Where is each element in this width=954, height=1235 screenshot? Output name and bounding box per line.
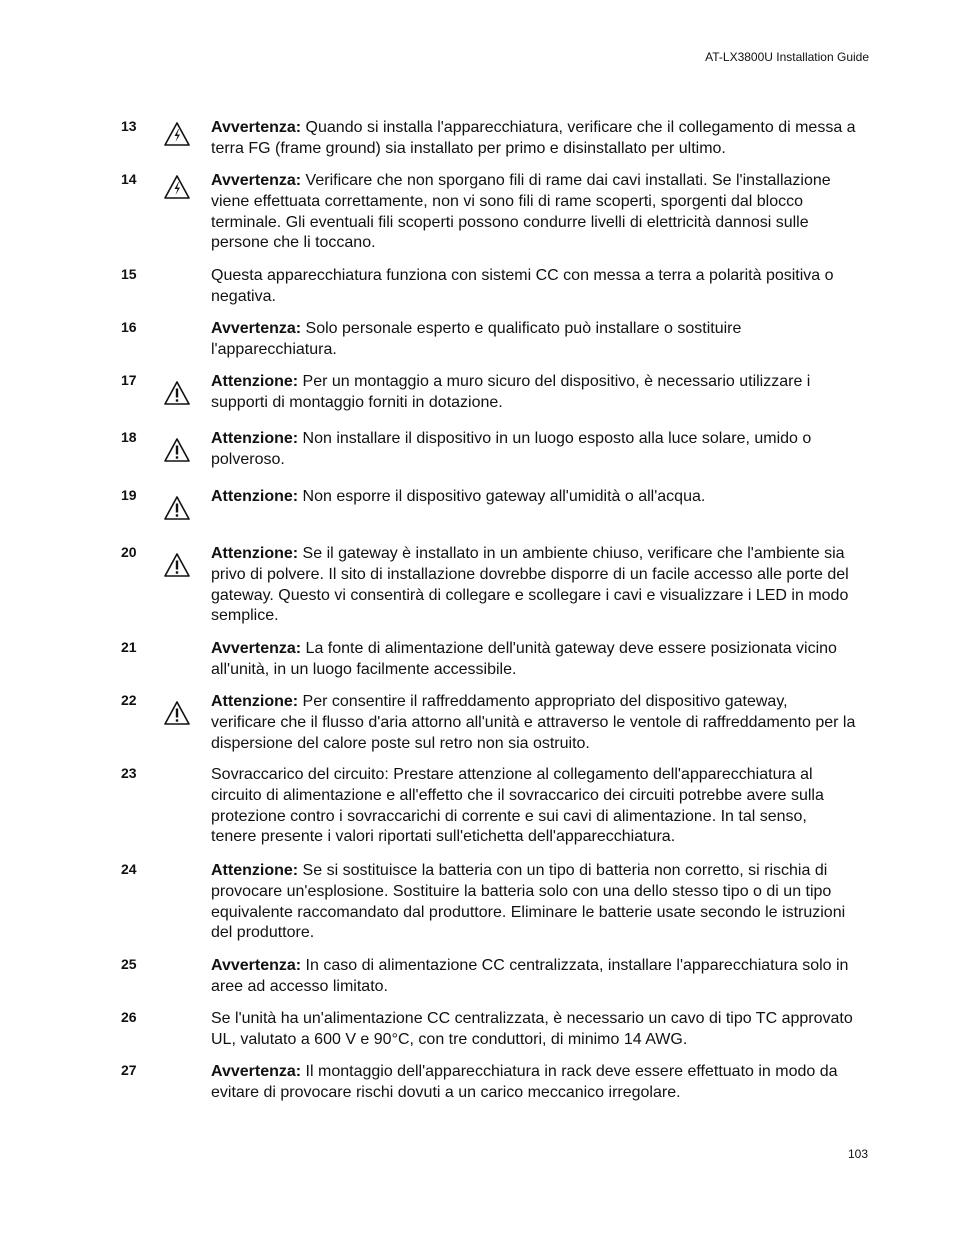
item-body: La fonte di alimentazione dell'unità gateway deve essere posizionata vicino all'unità, in un luogo facilmente accessibile. — [211, 640, 837, 678]
item-number: 21 — [121, 639, 137, 655]
item-label: Avvertenza: — [211, 957, 302, 974]
item-body: Non esporre il dispositivo gateway all'umidità o all'acqua. — [298, 488, 706, 505]
item-text — [211, 956, 856, 998]
item-number: 18 — [121, 429, 137, 445]
item-text — [211, 1009, 856, 1051]
item-number: 14 — [121, 171, 137, 187]
item-number: 19 — [121, 487, 137, 503]
item-text — [211, 429, 856, 471]
item-body: Non installare il dispositivo in un luogo esposto alla luce solare, umido o polveroso. — [211, 430, 812, 468]
electrical-warning-icon — [163, 121, 191, 147]
electrical-warning-icon — [163, 174, 191, 200]
item-label: Avvertenza: — [211, 119, 302, 136]
item-label: Avvertenza: — [211, 172, 302, 189]
item-body: Se il gateway è installato in un ambiente chiuso, verificare che l'ambiente sia privo di polvere. Il sito di installazione dovrebbe disporre di un facile accesso alle porte del gateway. Questo vi consentirà di collegare e scollegare i cavi e visualizzare i LED in modo semplice. — [211, 545, 849, 625]
item-body: Se l'unità ha un'alimentazione CC centralizzata, è necessario un cavo di tipo TC approvato UL, valutato a 600 V e 90°C, con tre conduttori, di minimo 14 AWG. — [211, 1010, 853, 1048]
item-label: Attenzione: — [211, 488, 299, 505]
item-label: Attenzione: — [211, 373, 299, 390]
item-body: Questa apparecchiatura funziona con sistemi CC con messa a terra a polarità positiva o negativa. — [211, 267, 834, 305]
item-text — [211, 692, 856, 754]
caution-icon — [163, 552, 191, 578]
item-body: Quando si installa l'apparecchiatura, verificare che il collegamento di messa a terra FG (frame ground) sia installato per primo e disinstallato per ultimo. — [211, 119, 856, 157]
caution-icon — [163, 380, 191, 406]
item-text — [211, 319, 856, 361]
item-number: 15 — [121, 266, 137, 282]
item-label: Attenzione: — [211, 545, 299, 562]
item-text — [211, 266, 856, 308]
item-body: Verificare che non sporgano fili di rame dai cavi installati. Se l'installazione viene effettuata correttamente, non vi sono fili di rame scoperti, sporgenti dal blocco terminale. Gli eventuali fili scoperti possono condurre livelli di elettricità dannosi sulle persone che li toccano. — [211, 172, 831, 252]
item-text — [211, 1062, 856, 1104]
item-body: Solo personale esperto e qualificato può installare o sostituire l'apparecchiatura. — [211, 320, 742, 358]
item-number: 24 — [121, 861, 137, 877]
item-label: Attenzione: — [211, 862, 299, 879]
item-number: 13 — [121, 118, 137, 134]
item-text — [211, 118, 856, 160]
item-text — [211, 487, 856, 508]
item-label: Avvertenza: — [211, 640, 302, 657]
item-number: 16 — [121, 319, 137, 335]
page-header: AT-LX3800U Installation Guide — [705, 50, 869, 64]
item-text — [211, 639, 856, 681]
caution-icon — [163, 437, 191, 463]
item-body: Per consentire il raffreddamento appropriato del dispositivo gateway, verificare che il flusso d'aria attorno all'unità e attraverso le ventole di raffreddamento per la dispersione del calore poste sul retro non sia ostruito. — [211, 693, 856, 752]
item-label: Attenzione: — [211, 430, 299, 447]
item-label: Avvertenza: — [211, 1063, 302, 1080]
caution-icon — [163, 700, 191, 726]
item-body: Il montaggio dell'apparecchiatura in rack deve essere effettuato in modo da evitare di provocare rischi dovuti a un carico meccanico irregolare. — [211, 1063, 838, 1101]
item-number: 17 — [121, 372, 137, 388]
item-body: Sovraccarico del circuito: Prestare attenzione al collegamento dell'apparecchiatura al circuito di alimentazione e all'effetto che il sovraccarico dei circuiti potrebbe avere sulla protezione contro i sovraccarichi di corrente e sui cavi di alimentazione. In tal senso, tenere presente i valori riportati sull'etichetta dell'apparecchiatura. — [211, 766, 824, 846]
item-number: 25 — [121, 956, 137, 972]
item-number: 22 — [121, 692, 137, 708]
item-label: Attenzione: — [211, 693, 299, 710]
item-number: 27 — [121, 1062, 137, 1078]
item-number: 20 — [121, 544, 137, 560]
item-text — [211, 861, 856, 944]
page-number: 103 — [847, 1147, 868, 1161]
item-label: Avvertenza: — [211, 320, 302, 337]
caution-icon — [163, 495, 191, 521]
item-text — [211, 171, 856, 254]
item-text — [211, 372, 856, 414]
item-number: 26 — [121, 1009, 137, 1025]
item-body: Per un montaggio a muro sicuro del dispositivo, è necessario utilizzare i supporti di montaggio forniti in dotazione. — [211, 373, 811, 411]
item-text — [211, 544, 856, 627]
item-text — [211, 765, 856, 848]
item-body: In caso di alimentazione CC centralizzata, installare l'apparecchiatura solo in aree ad accesso limitato. — [211, 957, 849, 995]
item-body: Se si sostituisce la batteria con un tipo di batteria non corretto, si rischia di provocare un'esplosione. Sostituire la batteria solo con una dello stesso tipo o di un tipo equivalente raccomandato dal produttore. Eliminare le batterie usate secondo le istruzioni del produttore. — [211, 862, 846, 942]
item-number: 23 — [121, 765, 137, 781]
